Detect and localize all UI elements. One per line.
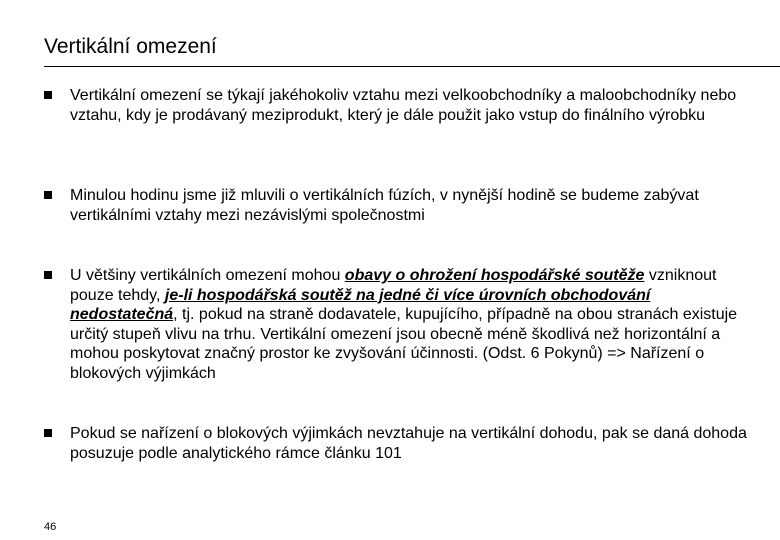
bullet-text: Minulou hodinu jsme již mluvili o vertikálních fúzích, v nynější hodině se budeme zabývat vertikálními vztahy mezi nezávislými společnostmi bbox=[70, 187, 699, 224]
bullet-text-part: U většiny vertikálních omezení mohou bbox=[70, 267, 345, 284]
slide-title: Vertikální omezení bbox=[44, 35, 217, 58]
bullet-text: Pokud se nařízení o blokových výjimkách nevztahuje na vertikální dohodu, pak se daná dohoda posuzuje podle analytického rámce článku 101 bbox=[70, 425, 747, 462]
bullet-text bbox=[70, 266, 760, 383]
title-divider bbox=[44, 66, 780, 67]
bullet-text-part: , tj. pokud na straně dodavatele, kupujícího, případně na obou stranách existuje určitý stupeň vlivu na trhu. Vertikální omezení jsou obecně méně škodlivá než horizontální a mohou poskytovat značný prostor ke zvyšování účinnosti. (Odst. 6 Pokynů) => Nařízení o blokových výjimkách bbox=[70, 306, 738, 382]
square-bullet-icon bbox=[44, 91, 52, 99]
emphasized-phrase-competition-concerns: obavy o ohrožení hospodářské soutěže bbox=[344, 267, 645, 284]
bullet-item-vertical-restraints-definition bbox=[44, 86, 760, 125]
square-bullet-icon bbox=[44, 429, 52, 437]
bullet-item-vertical-mergers bbox=[44, 186, 760, 225]
bullet-text: Vertikální omezení se týkají jakéhokoliv vztahu mezi velkoobchodníky a maloobchodníky nebo vztahu, kdy je prodávaný meziprodukt, který je dále použit jako vstup do finálního výrobku bbox=[70, 87, 737, 124]
bullet-item-article-101 bbox=[44, 424, 760, 463]
square-bullet-icon bbox=[44, 191, 52, 199]
bullet-text-part: vzniknout pouze tehdy, bbox=[70, 267, 717, 304]
emphasized-phrase-insufficient-competition: je-li hospodářská soutěž na jedné či více úrovních obchodování nedostatečná bbox=[70, 286, 651, 323]
page-number: 46 bbox=[44, 521, 57, 533]
square-bullet-icon bbox=[44, 271, 52, 279]
bullet-item-competition-concerns bbox=[44, 266, 760, 383]
